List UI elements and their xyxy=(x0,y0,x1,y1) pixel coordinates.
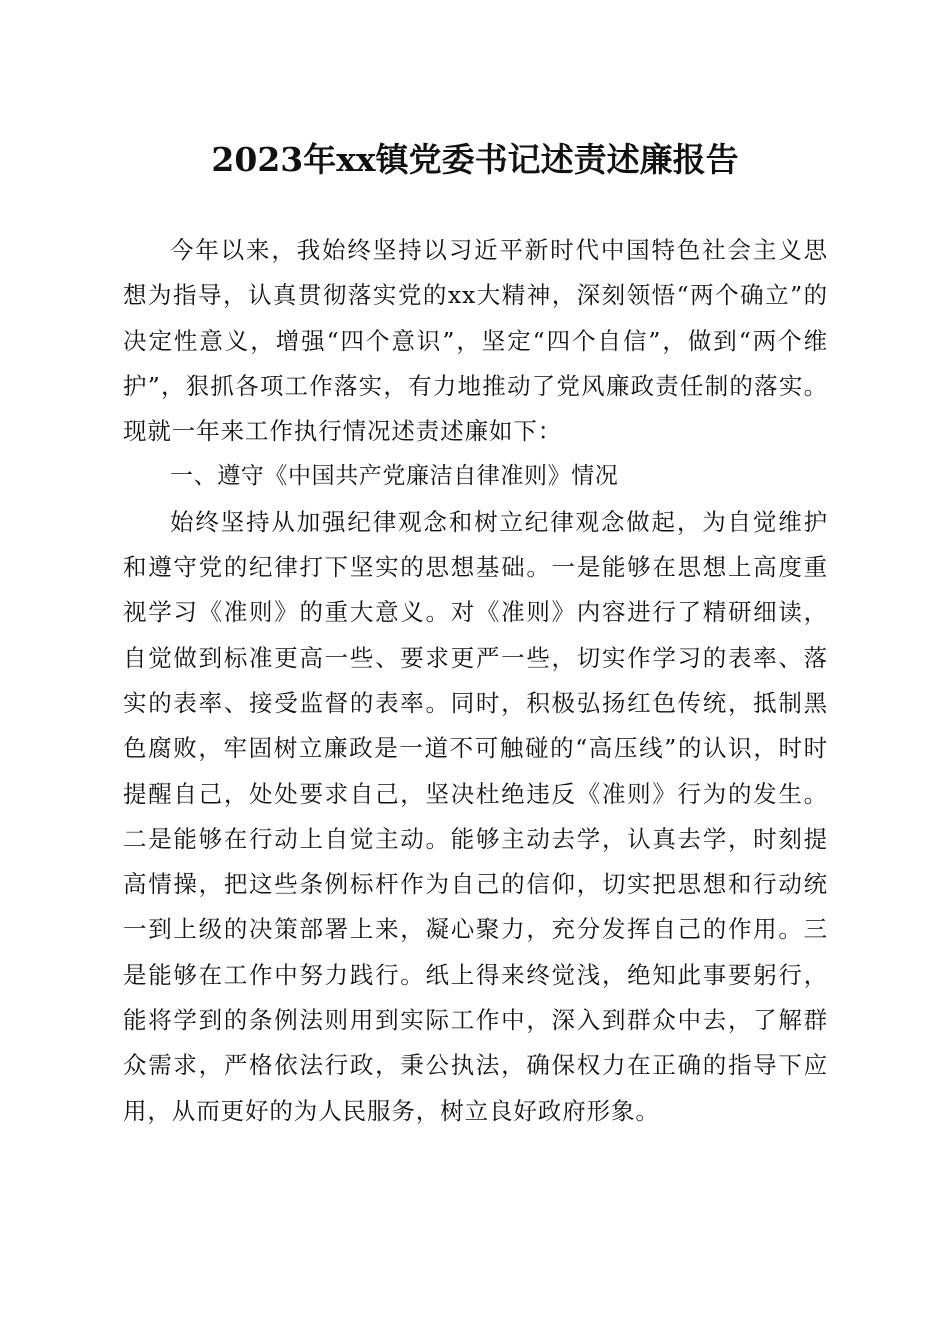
intro-paragraph: 今年以来，我始终坚持以习近平新时代中国特色社会主义思想为指导，认真贯彻落实党的xx大精神，深刻领悟“两个确立”的决定性意义，增强“四个意识”，坚定“四个自信”，做到“两个维护”，狠抓各项工作落实，有力地推动了党风廉政责任制的落实。现就一年来工作执行情况述责述廉如下： xyxy=(123,236,828,446)
section-1-paragraph: 始终坚持从加强纪律观念和树立纪律观念做起，为自觉维护和遵守党的纪律打下坚实的思想基础。一是能够在思想上高度重视学习《准则》的重大意义。对《准则》内容进行了精研细读，自觉做到标准更高一些、要求更严一些，切实作学习的表率、落实的表率、接受监督的表率。同时，积极弘扬红色传统，抵制黑色腐败，牢固树立廉政是一道不可触碰的“高压线”的认识，时时提醒自己，处处要求自己，坚决杜绝违反《准则》行为的发生。二是能够在行动上自觉主动。能够主动去学，认真去学，时刻提高情操，把这些条例标杆作为自己的信仰，切实把思想和行动统一到上级的决策部署上来，凝心聚力，充分发挥自己的作用。三是能够在工作中努力践行。纸上得来终觉浅，绝知此事要躬行，能将学到的条例法则用到实际工作中，深入到群众中去，了解群众需求，严格依法行政，秉公执法，确保权力在正确的指导下应用，从而更好的为人民服务，树立良好政府形象。 xyxy=(123,507,828,1125)
document-body xyxy=(123,228,828,1134)
section-heading-1: 一、遵守《中国共产党廉洁自律准则》情况 xyxy=(170,463,619,490)
document-title: 2023年xx镇党委书记述责述廉报告 xyxy=(211,140,739,179)
